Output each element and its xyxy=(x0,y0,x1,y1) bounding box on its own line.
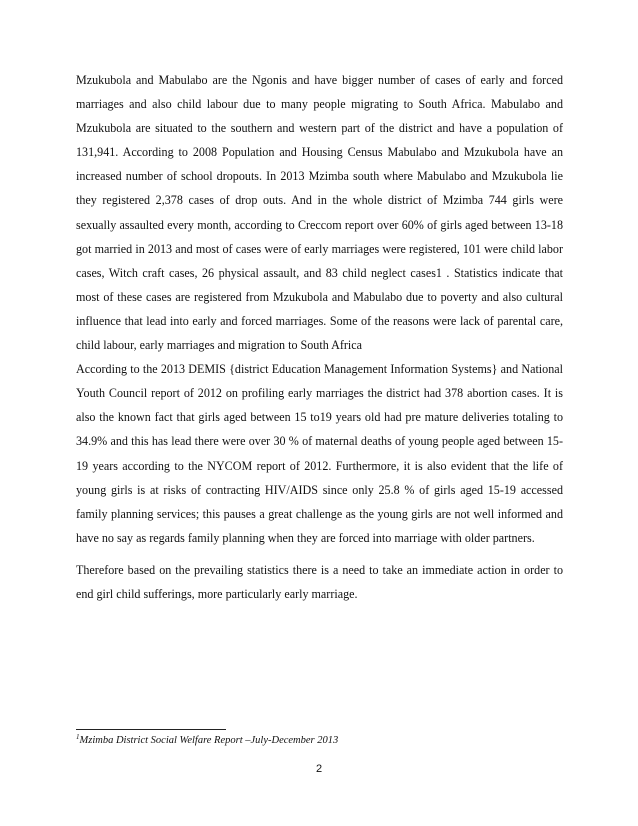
footnote-marker: 1 xyxy=(76,733,80,741)
paragraph-mzukubola-mabulabo: Mzukubola and Mabulabo are the Ngonis and have bigger number of cases of early and forced marriages and also child labour due to many people migrating to South Africa. Mabulabo and Mzukubola are situated to the southern and western part of the district and have a population of 131,941. According to 2008 Population and Housing Census Mabulabo and Mzukubola have an increased number of school dropouts. In 2013 Mzimba south where Mabulabo and Mzukubola lie they registered 2,378 cases of drop outs. And in the whole district of Mzimba 744 girls were sexually assaulted every month, according to Creccom report over 60% of girls aged between 13-18 got married in 2013 and most of cases were of early marriages were registered, 101 were child labor cases, Witch craft cases, 26 physical assault, and 83 child neglect cases1 . Statistics indicate that most of these cases are registered from Mzukubola and Mabulabo due to poverty and also cultural influence that lead into early and forced marriages. Some of the reasons were lack of parental care, child labour, early marriages and migration to South Africa xyxy=(76,73,563,353)
paragraph-demis-statistics: According to the 2013 DEMIS {district Education Management Information Systems} and National Youth Council report of 2012 on profiling early marriages the district had 378 abortion cases. It is also the known fact that girls aged between 15 to19 years old had pre mature deliveries totaling to 34.9% and this has lead there were over 30 % of maternal deaths of young people aged between 15-19 years according to the NYCOM report of 2012. Furthermore, it is also evident that the life of young girls is at risks of contracting HIV/AIDS since only 25.8 % of girls aged 15-19 accessed family planning services; this pauses a great challenge as the young girls are not well informed and have no say as regards family planning when they are forced into marriage with older partners. xyxy=(76,362,563,545)
footnote-separator xyxy=(76,729,226,730)
page-number: 2 xyxy=(315,763,323,775)
footnote xyxy=(76,735,338,746)
paragraph-conclusion: Therefore based on the prevailing statistics there is a need to take an immediate action in order to end girl child sufferings, more particularly early marriage. xyxy=(76,562,563,601)
body-text xyxy=(76,68,563,606)
footnote-text: Mzimba District Social Welfare Report –July-December 2013 xyxy=(79,735,339,746)
